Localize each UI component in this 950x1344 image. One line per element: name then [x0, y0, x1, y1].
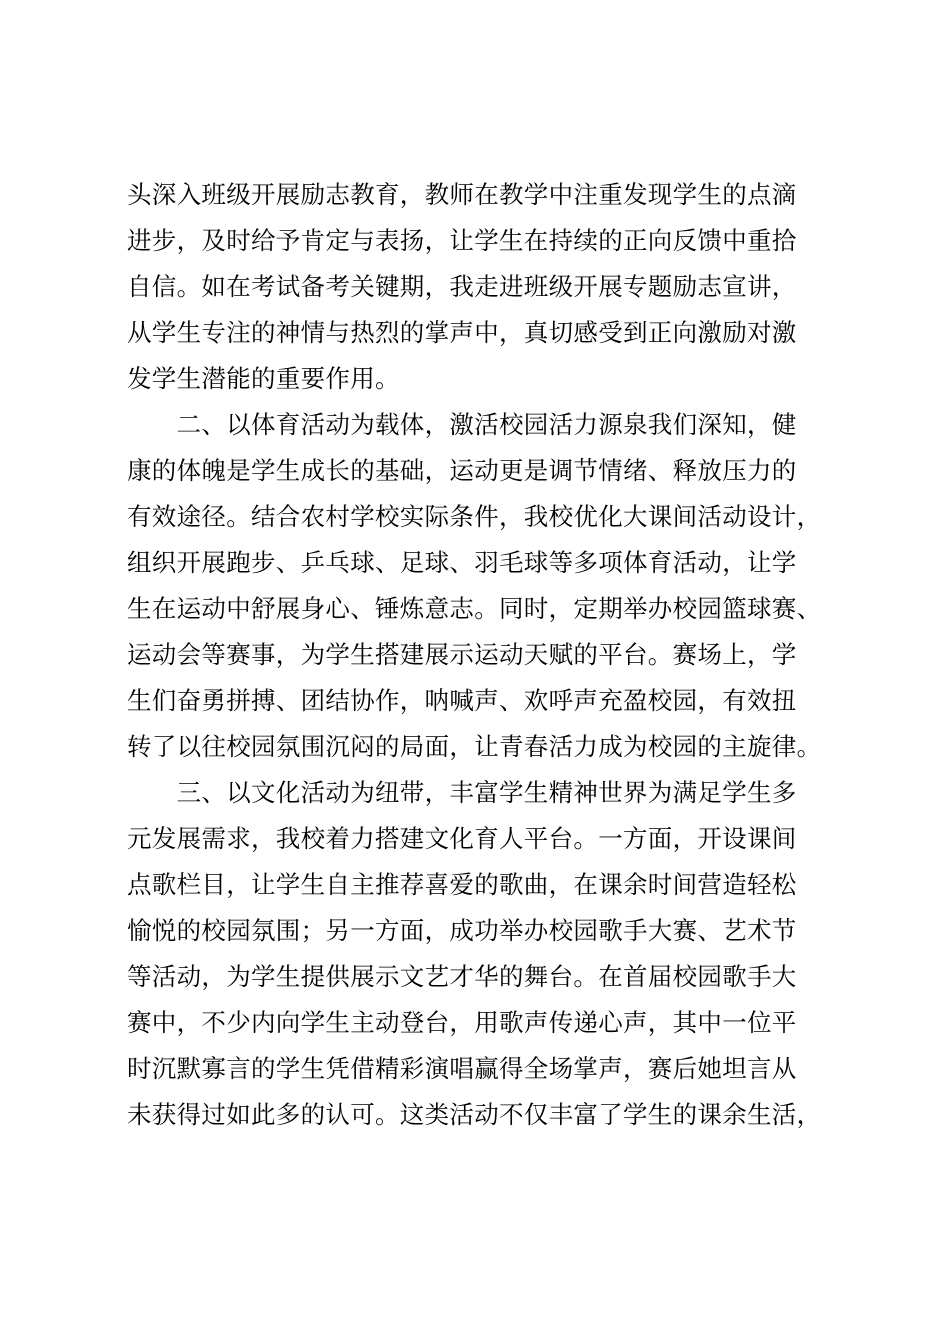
text-line: 等活动，为学生提供展示文艺才华的舞台。在首届校园歌手大: [127, 962, 797, 991]
text-line: 生在运动中舒展身心、锤炼意志。同时，定期举办校园篮球赛、: [127, 594, 822, 623]
text-line: 自信。如在考试备考关键期，我走进班级开展专题励志宣讲，: [127, 272, 797, 301]
text-line: 点歌栏目，让学生自主推荐喜爱的歌曲，在课余时间营造轻松: [127, 870, 797, 899]
text-line: 从学生专注的神情与热烈的掌声中，真切感受到正向激励对激: [127, 318, 797, 347]
text-line: 有效途径。结合农村学校实际条件，我校优化大课间活动设计，: [127, 502, 822, 531]
text-line: 康的体魄是学生成长的基础，运动更是调节情绪、释放压力的: [127, 456, 797, 485]
text-line: 进步，及时给予肯定与表扬，让学生在持续的正向反馈中重拾: [127, 226, 797, 255]
text-line: 时沉默寡言的学生凭借精彩演唱赢得全场掌声，赛后她坦言从: [127, 1054, 797, 1083]
text-line: 生们奋勇拼搏、团结协作，呐喊声、欢呼声充盈校园，有效扭: [127, 686, 797, 715]
body-text: [127, 172, 827, 1138]
section-heading-line: 二、以体育活动为载体，激活校园活力源泉我们深知，健: [127, 410, 797, 439]
text-line: 未获得过如此多的认可。这类活动不仅丰富了学生的课余生活，: [127, 1100, 822, 1129]
section-heading-line: 三、以文化活动为纽带，丰富学生精神世界为满足学生多: [127, 778, 797, 807]
text-line: 转了以往校园氛围沉闷的局面，让青春活力成为校园的主旋律。: [127, 732, 822, 761]
text-line: 元发展需求，我校着力搭建文化育人平台。一方面，开设课间: [127, 824, 797, 853]
text-line: 赛中，不少内向学生主动登台，用歌声传递心声，其中一位平: [127, 1008, 797, 1037]
text-line: 头深入班级开展励志教育，教师在教学中注重发现学生的点滴: [127, 180, 797, 209]
text-line: 组织开展跑步、乒乓球、足球、羽毛球等多项体育活动，让学: [127, 548, 797, 577]
text-line: 愉悦的校园氛围；另一方面，成功举办校园歌手大赛、艺术节: [127, 916, 797, 945]
text-line: 发学生潜能的重要作用。: [127, 364, 400, 393]
text-line: 运动会等赛事，为学生搭建展示运动天赋的平台。赛场上，学: [127, 640, 797, 669]
